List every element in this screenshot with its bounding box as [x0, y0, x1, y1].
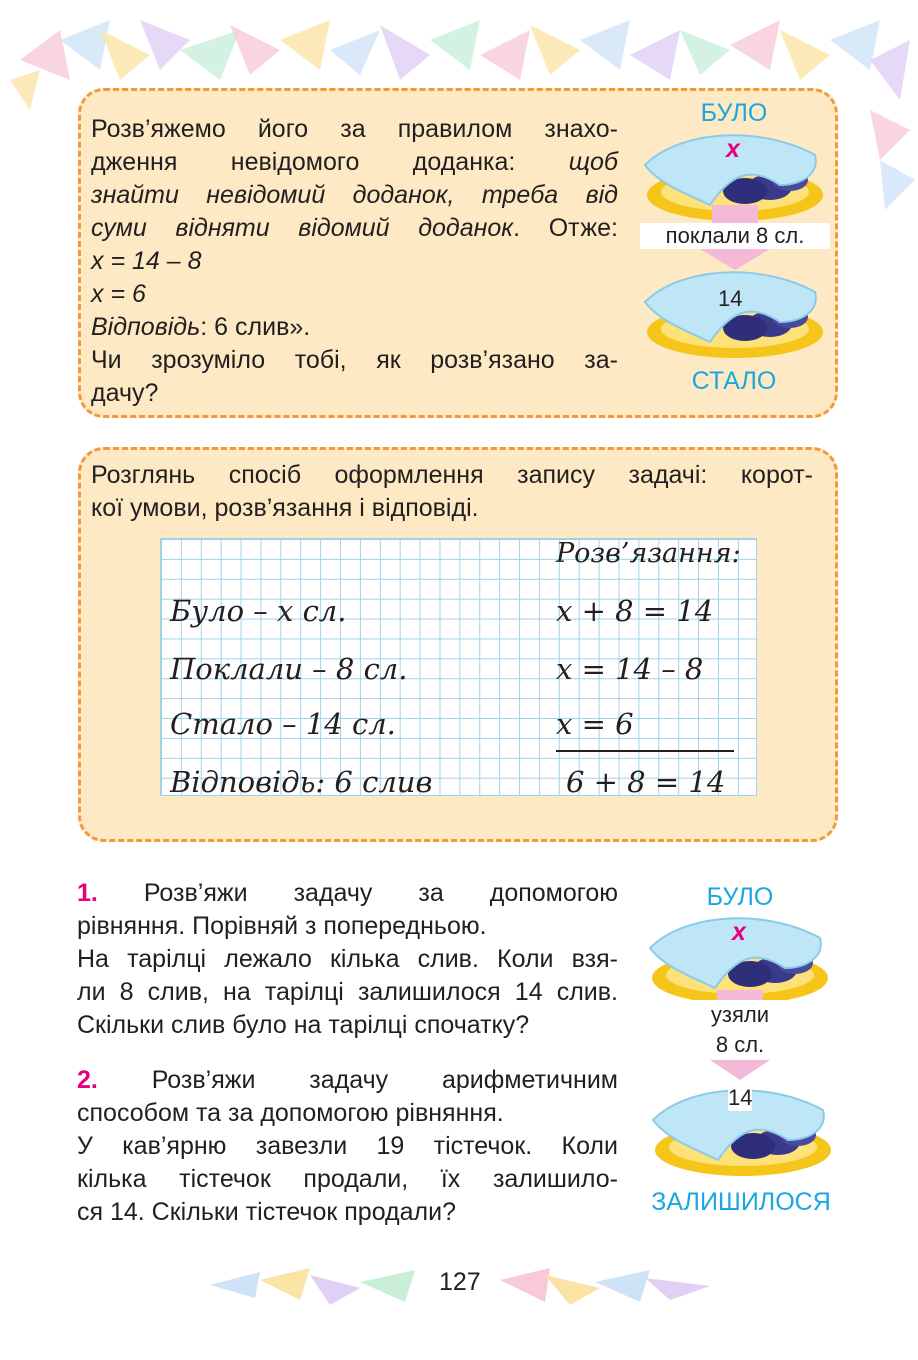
task-1 — [77, 877, 618, 1042]
solution-line: x = 14 – 8 — [556, 652, 704, 686]
line: способом та за допомогою рівняння. — [77, 1099, 504, 1127]
italic-rule: знайти невідомий доданок, треба від — [91, 181, 618, 209]
line: Розв’яжемо його за правилом знахо- — [91, 115, 618, 143]
plate-covered-icon — [640, 262, 830, 362]
task-number: 1. — [77, 879, 98, 907]
check-line: 6 + 8 = 14 — [566, 765, 726, 799]
page-number: 127 — [439, 1268, 481, 1296]
equation-1 — [91, 245, 618, 278]
diagram2-top-label: БУЛО — [706, 883, 774, 911]
equation: x = 6 — [91, 280, 146, 308]
answer-line: Відповідь: 6 слив — [170, 765, 433, 799]
condition-line: Було – x сл. — [170, 594, 347, 628]
line — [91, 179, 618, 212]
caption-line: 8 сл. — [715, 1032, 765, 1057]
diagram2-bottom-label: ЗАЛИШИЛОСЯ — [651, 1188, 831, 1216]
answer-value: : 6 слив». — [200, 313, 311, 341]
task-number: 2. — [77, 1066, 98, 1094]
text: дження невідомого доданка: — [91, 148, 516, 176]
line: кілька тістечок продали, їх залишило- — [77, 1165, 618, 1193]
task-2 — [77, 1064, 618, 1229]
line: ся 14. Скільки тістечок продали? — [77, 1198, 456, 1226]
diagram2-bottom-value: 14 — [728, 1085, 753, 1110]
text: . Отже: — [513, 214, 618, 242]
diagram2-arrow-caption — [690, 1000, 790, 1060]
diagram1-arrow-caption: поклали 8 сл. — [640, 223, 830, 249]
diagram1-top-var: x — [726, 135, 740, 163]
italic-rule: суми відняти відомий доданок — [91, 214, 514, 242]
diagram1-bottom-value: 14 — [718, 286, 743, 311]
solution-line: x = 6 — [556, 707, 634, 741]
line: кої умови, розв’язання і відповіді. — [91, 494, 479, 522]
line: У кав’ярню завезли 19 тістечок. Коли — [77, 1132, 618, 1160]
text: Розв’яжи задачу арифметичним — [151, 1066, 618, 1094]
check-divider — [556, 750, 734, 752]
solution-explanation-text — [91, 113, 618, 410]
solution-heading: Розв’язання: — [556, 538, 741, 569]
condition-line: Поклали – 8 сл. — [170, 652, 408, 686]
line — [91, 146, 618, 179]
answer-label: Відповідь — [91, 313, 201, 341]
line: дачу? — [91, 379, 159, 407]
equation: x = 14 – 8 — [91, 247, 202, 275]
italic-rule: щоб — [568, 148, 618, 176]
line: рівняння. Порівняй з попередньою. — [77, 912, 487, 940]
text: Розв’яжи задачу за допомогою — [143, 879, 618, 907]
line: Чи зрозуміло тобі, як розв’язано за- — [91, 346, 618, 374]
diagram2-top-var: x — [732, 918, 746, 946]
line — [77, 877, 618, 910]
diagram1-bottom-label: СТАЛО — [691, 367, 777, 395]
line: Скільки слив було на тарілці спочатку? — [77, 1011, 530, 1039]
caption-line: узяли — [710, 1002, 770, 1027]
line — [91, 212, 618, 245]
right-edge-decoration — [860, 100, 918, 220]
line: ли 8 слив, на тарілці залишилося 14 слив. — [77, 978, 618, 1006]
answer-line — [91, 311, 618, 344]
diagram1-top-label: БУЛО — [700, 99, 768, 127]
solution-line: x + 8 = 14 — [556, 594, 714, 628]
line: Розглянь спосіб оформлення запису задачі: корот- — [91, 461, 813, 489]
line: На тарілці лежало кілька слив. Коли взя- — [77, 945, 618, 973]
condition-line: Стало – 14 сл. — [170, 707, 396, 741]
record-format-text — [91, 459, 813, 525]
line — [77, 1064, 618, 1097]
equation-2 — [91, 278, 618, 311]
